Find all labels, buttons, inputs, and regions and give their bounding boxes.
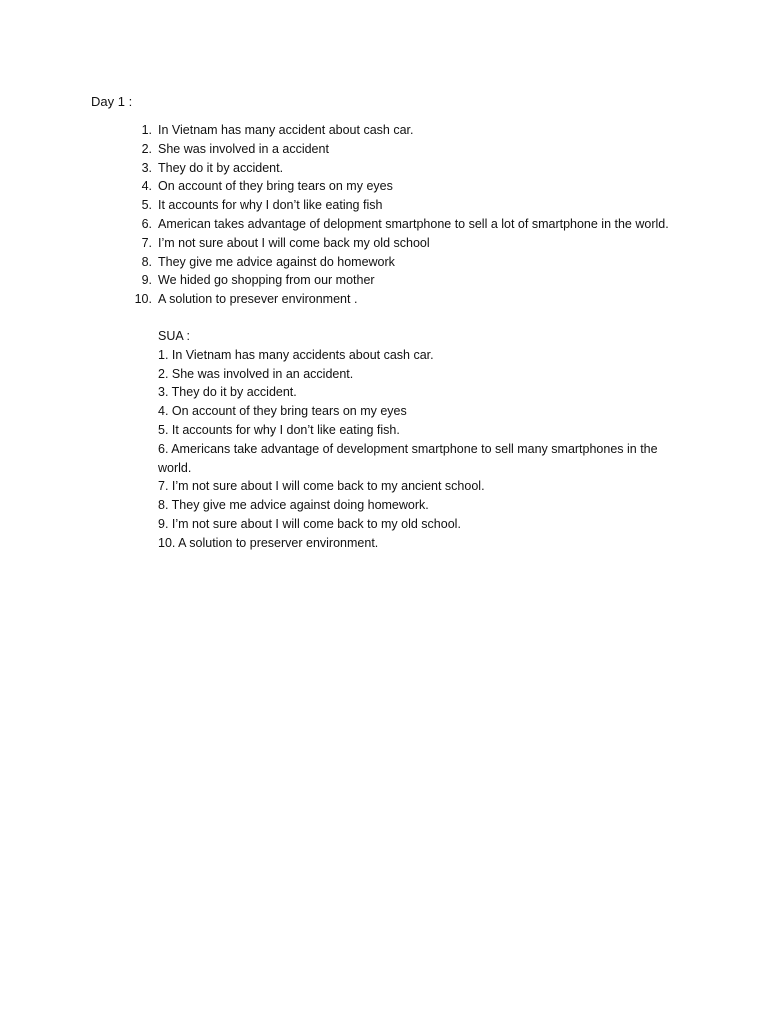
list-item bbox=[132, 121, 692, 140]
item-number: 9. bbox=[141, 273, 152, 288]
correction-list bbox=[158, 346, 678, 553]
list-item bbox=[132, 215, 692, 234]
sentence-list bbox=[132, 121, 692, 309]
item-text: A solution to presever environment . bbox=[158, 292, 358, 307]
item-number: 2. bbox=[141, 141, 152, 156]
list-item bbox=[132, 253, 692, 272]
correction-section bbox=[158, 327, 678, 553]
correction-item: 1. In Vietnam has many accidents about cash car. bbox=[158, 347, 434, 362]
item-number: 3. bbox=[141, 160, 152, 175]
correction-item: 6. Americans take advantage of development smartphone to sell many smartphones in the world. bbox=[158, 441, 658, 475]
correction-item: 4. On account of they bring tears on my eyes bbox=[158, 404, 407, 419]
correction-item: 8. They give me advice against doing homework. bbox=[158, 498, 429, 513]
item-number: 1. bbox=[141, 123, 152, 137]
correction-item: 2. She was involved in an accident. bbox=[158, 366, 354, 381]
item-text: She was involved in a accident bbox=[158, 141, 329, 156]
item-text: I’m not sure about I will come back my old school bbox=[158, 235, 430, 250]
list-item bbox=[132, 159, 692, 178]
item-number: 5. bbox=[141, 198, 152, 213]
item-text: They do it by accident. bbox=[158, 160, 284, 175]
item-text: In Vietnam has many accident about cash car. bbox=[158, 123, 414, 137]
item-text: American takes advantage of delopment smartphone to sell a lot of smartphone in the world. bbox=[158, 216, 669, 231]
correction-title: SUA : bbox=[158, 329, 190, 343]
item-number: 6. bbox=[141, 216, 152, 231]
list-item bbox=[132, 140, 692, 159]
correction-item: 3. They do it by accident. bbox=[158, 385, 297, 400]
item-number: 7. bbox=[141, 235, 152, 250]
item-text: On account of they bring tears on my eyes bbox=[158, 179, 393, 194]
correction-item: 5. It accounts for why I don’t like eating fish. bbox=[158, 422, 400, 437]
item-text: They give me advice against do homework bbox=[158, 254, 395, 269]
correction-item: 10. A solution to preserver environment. bbox=[158, 535, 379, 550]
list-item bbox=[132, 234, 692, 253]
item-number: 4. bbox=[141, 179, 152, 194]
item-number: 8. bbox=[141, 254, 152, 269]
list-item bbox=[132, 177, 692, 196]
correction-item: 9. I’m not sure about I will come back to my old school. bbox=[158, 516, 461, 531]
list-item bbox=[132, 271, 692, 290]
item-text: It accounts for why I don’t like eating fish bbox=[158, 198, 383, 213]
correction-item: 7. I’m not sure about I will come back to my ancient school. bbox=[158, 479, 485, 494]
list-item bbox=[132, 196, 692, 215]
item-text: We hided go shopping from our mother bbox=[158, 273, 375, 288]
item-number: 10. bbox=[134, 292, 152, 307]
day-heading: Day 1 : bbox=[91, 94, 133, 109]
list-item bbox=[132, 290, 692, 309]
